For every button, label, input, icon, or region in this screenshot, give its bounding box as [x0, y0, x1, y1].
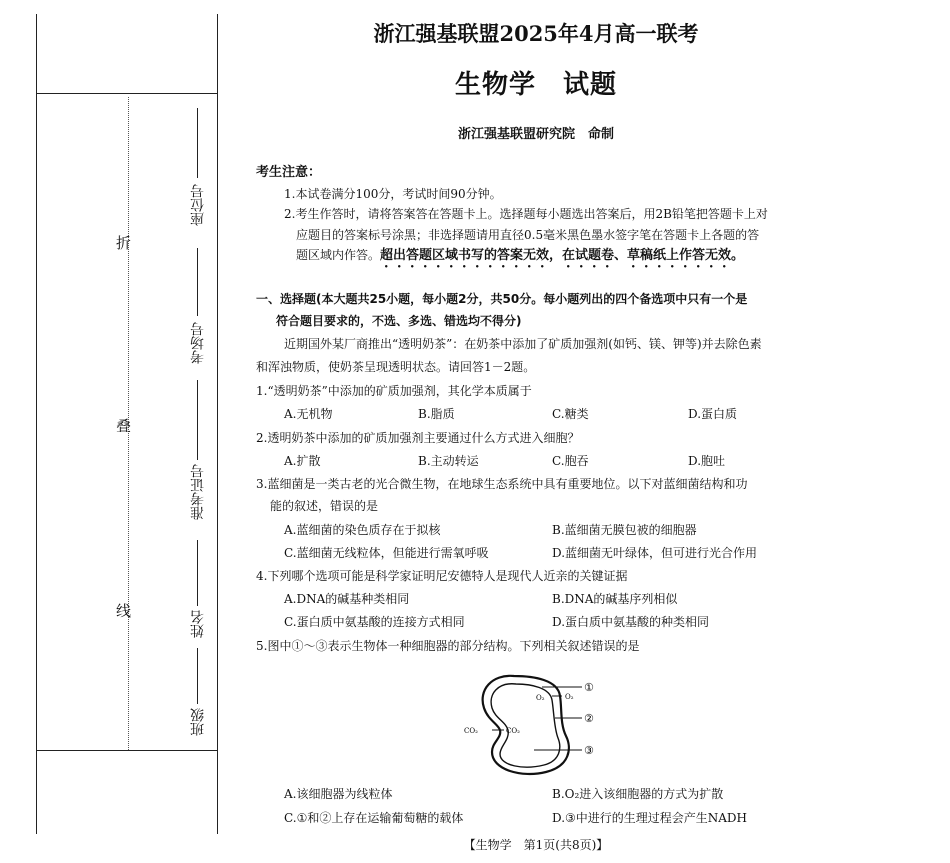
fold-char-3: 线	[116, 602, 132, 620]
label-1: ①	[584, 681, 594, 694]
exam-room-label: 考场号	[190, 322, 206, 364]
admission-number-field[interactable]	[186, 380, 210, 530]
label-2: ②	[584, 712, 594, 725]
name-label: 姓名	[190, 610, 206, 638]
binding-margin	[0, 0, 220, 863]
seat-number-label: 座位号	[190, 184, 206, 226]
notice-item-2-line-3	[296, 247, 744, 271]
label-3: ③	[584, 744, 594, 757]
question-1-stem: 1.“透明奶茶”中添加的矿质加强剂，其化学本质属于	[256, 384, 532, 398]
class-field[interactable]	[186, 648, 210, 748]
question-3-option-b: B.蓝细菌无膜包被的细胞器	[552, 523, 697, 537]
question-3-option-a: A.蓝细菌的染色质存在于拟核	[284, 523, 441, 537]
notice-heading: 考生注意：	[256, 165, 322, 180]
question-4-option-c: C.蛋白质中氨基酸的连接方式相同	[284, 615, 465, 629]
margin-top-rule	[36, 93, 218, 94]
fold-char-2: 叠	[116, 417, 132, 435]
subject-title: 生物学 试题	[454, 70, 617, 100]
question-5-option-c: C.①和②上存在运输葡萄糖的载体	[284, 811, 464, 825]
margin-inner-line	[217, 14, 218, 834]
seat-number-field[interactable]	[186, 108, 210, 232]
question-5-option-a: A.该细胞器为线粒体	[284, 787, 393, 801]
section-heading-line-1: 一、选择题(本大题共25小题，每小题2分，共50分。每小题列出的四个备选项中只有一个是	[256, 292, 748, 306]
margin-outer-line	[36, 14, 37, 834]
question-5-option-d: D.③中进行的生理过程会产生NADH	[552, 811, 748, 825]
co2-label-a: CO₂	[464, 727, 478, 735]
maker-line: 浙江强基联盟研究院 命制	[457, 127, 614, 142]
page-footer: 【生物学 第1页(共8页)】	[463, 838, 609, 852]
question-1-option-a: A.无机物	[284, 407, 333, 421]
question-3-option-d: D.蓝细菌无叶绿体，但可进行光合作用	[552, 546, 758, 560]
question-2-option-b: B.主动转运	[418, 454, 479, 468]
intro-line-1: 近期国外某厂商推出“透明奶茶”：在奶茶中添加了矿质加强剂(如钙、镁、钾等)并去除色素	[284, 337, 762, 351]
exam-title: 浙江强基联盟2025年4月高一联考	[373, 21, 699, 46]
question-3-stem-line-2: 能的叙述，错误的是	[270, 499, 379, 513]
question-2-option-c: C.胞吞	[552, 454, 589, 468]
notice-item-2-line-1: 2.考生作答时，请将答案答在答题卡上。选择题每小题选出答案后，用2B铅笔把答题卡上对	[284, 207, 768, 221]
question-2-option-a: A.扩散	[284, 454, 321, 468]
class-label: 班级	[190, 708, 206, 736]
question-3-option-c: C.蓝细菌无线粒体，但能进行需氧呼吸	[284, 546, 489, 560]
question-4-option-a: A.DNA的碱基种类相同	[284, 592, 410, 606]
mitochondrion-diagram	[462, 668, 612, 780]
admission-number-label: 准考证号	[190, 464, 206, 520]
exam-room-field[interactable]	[186, 248, 210, 372]
question-1-option-d: D.蛋白质	[688, 407, 738, 421]
fold-char-1: 折	[116, 234, 132, 252]
mitochondrion-svg	[462, 668, 612, 780]
co2-label-b: CO₂	[506, 727, 520, 735]
question-3-stem: 3.蓝细菌是一类古老的光合微生物，在地球生态系统中具有重要地位。以下对蓝细菌结构和功	[256, 477, 748, 491]
question-2-option-d: D.胞吐	[688, 454, 726, 468]
question-1-option-b: B.脂质	[418, 407, 455, 421]
o2-label-b: O₂	[565, 693, 574, 701]
notice-plain-text: 题区域内作答。	[296, 248, 381, 262]
question-5-option-b: B.O₂进入该细胞器的方式为扩散	[552, 787, 724, 801]
inner-membrane	[491, 684, 560, 767]
question-2-stem: 2.透明奶茶中添加的矿质加强剂主要通过什么方式进入细胞？	[256, 431, 580, 445]
notice-item-2-line-2: 应题目的答案标号涂黑；非选择题请用直径0.5毫米黑色墨水签字笔在答题卡上各题的答	[296, 228, 760, 242]
section-heading-line-2: 符合题目要求的，不选、多选、错选均不得分)	[276, 314, 522, 328]
margin-bottom-rule	[36, 750, 218, 751]
question-4-stem: 4.下列哪个选项可能是科学家证明尼安德特人是现代人近亲的关键证据	[256, 569, 628, 583]
notice-item-1: 1.本试卷满分100分，考试时间90分钟。	[284, 187, 502, 201]
question-1-option-c: C.糖类	[552, 407, 589, 421]
question-5-stem: 5.图中①～③表示生物体一种细胞器的部分结构。下列相关叙述错误的是	[256, 639, 640, 653]
name-field[interactable]	[186, 540, 210, 646]
intro-line-2: 和浑浊物质，使奶茶呈现透明状态。请回答1－2题。	[256, 360, 536, 374]
question-4-option-b: B.DNA的碱基序列相似	[552, 592, 678, 606]
o2-label-a: O₂	[536, 694, 545, 702]
question-4-option-d: D.蛋白质中氨基酸的种类相同	[552, 615, 710, 629]
notice-emphasis-text: 超出答题区域书写的答案无效，在试题卷、草稿纸上作答无效。	[380, 248, 745, 263]
